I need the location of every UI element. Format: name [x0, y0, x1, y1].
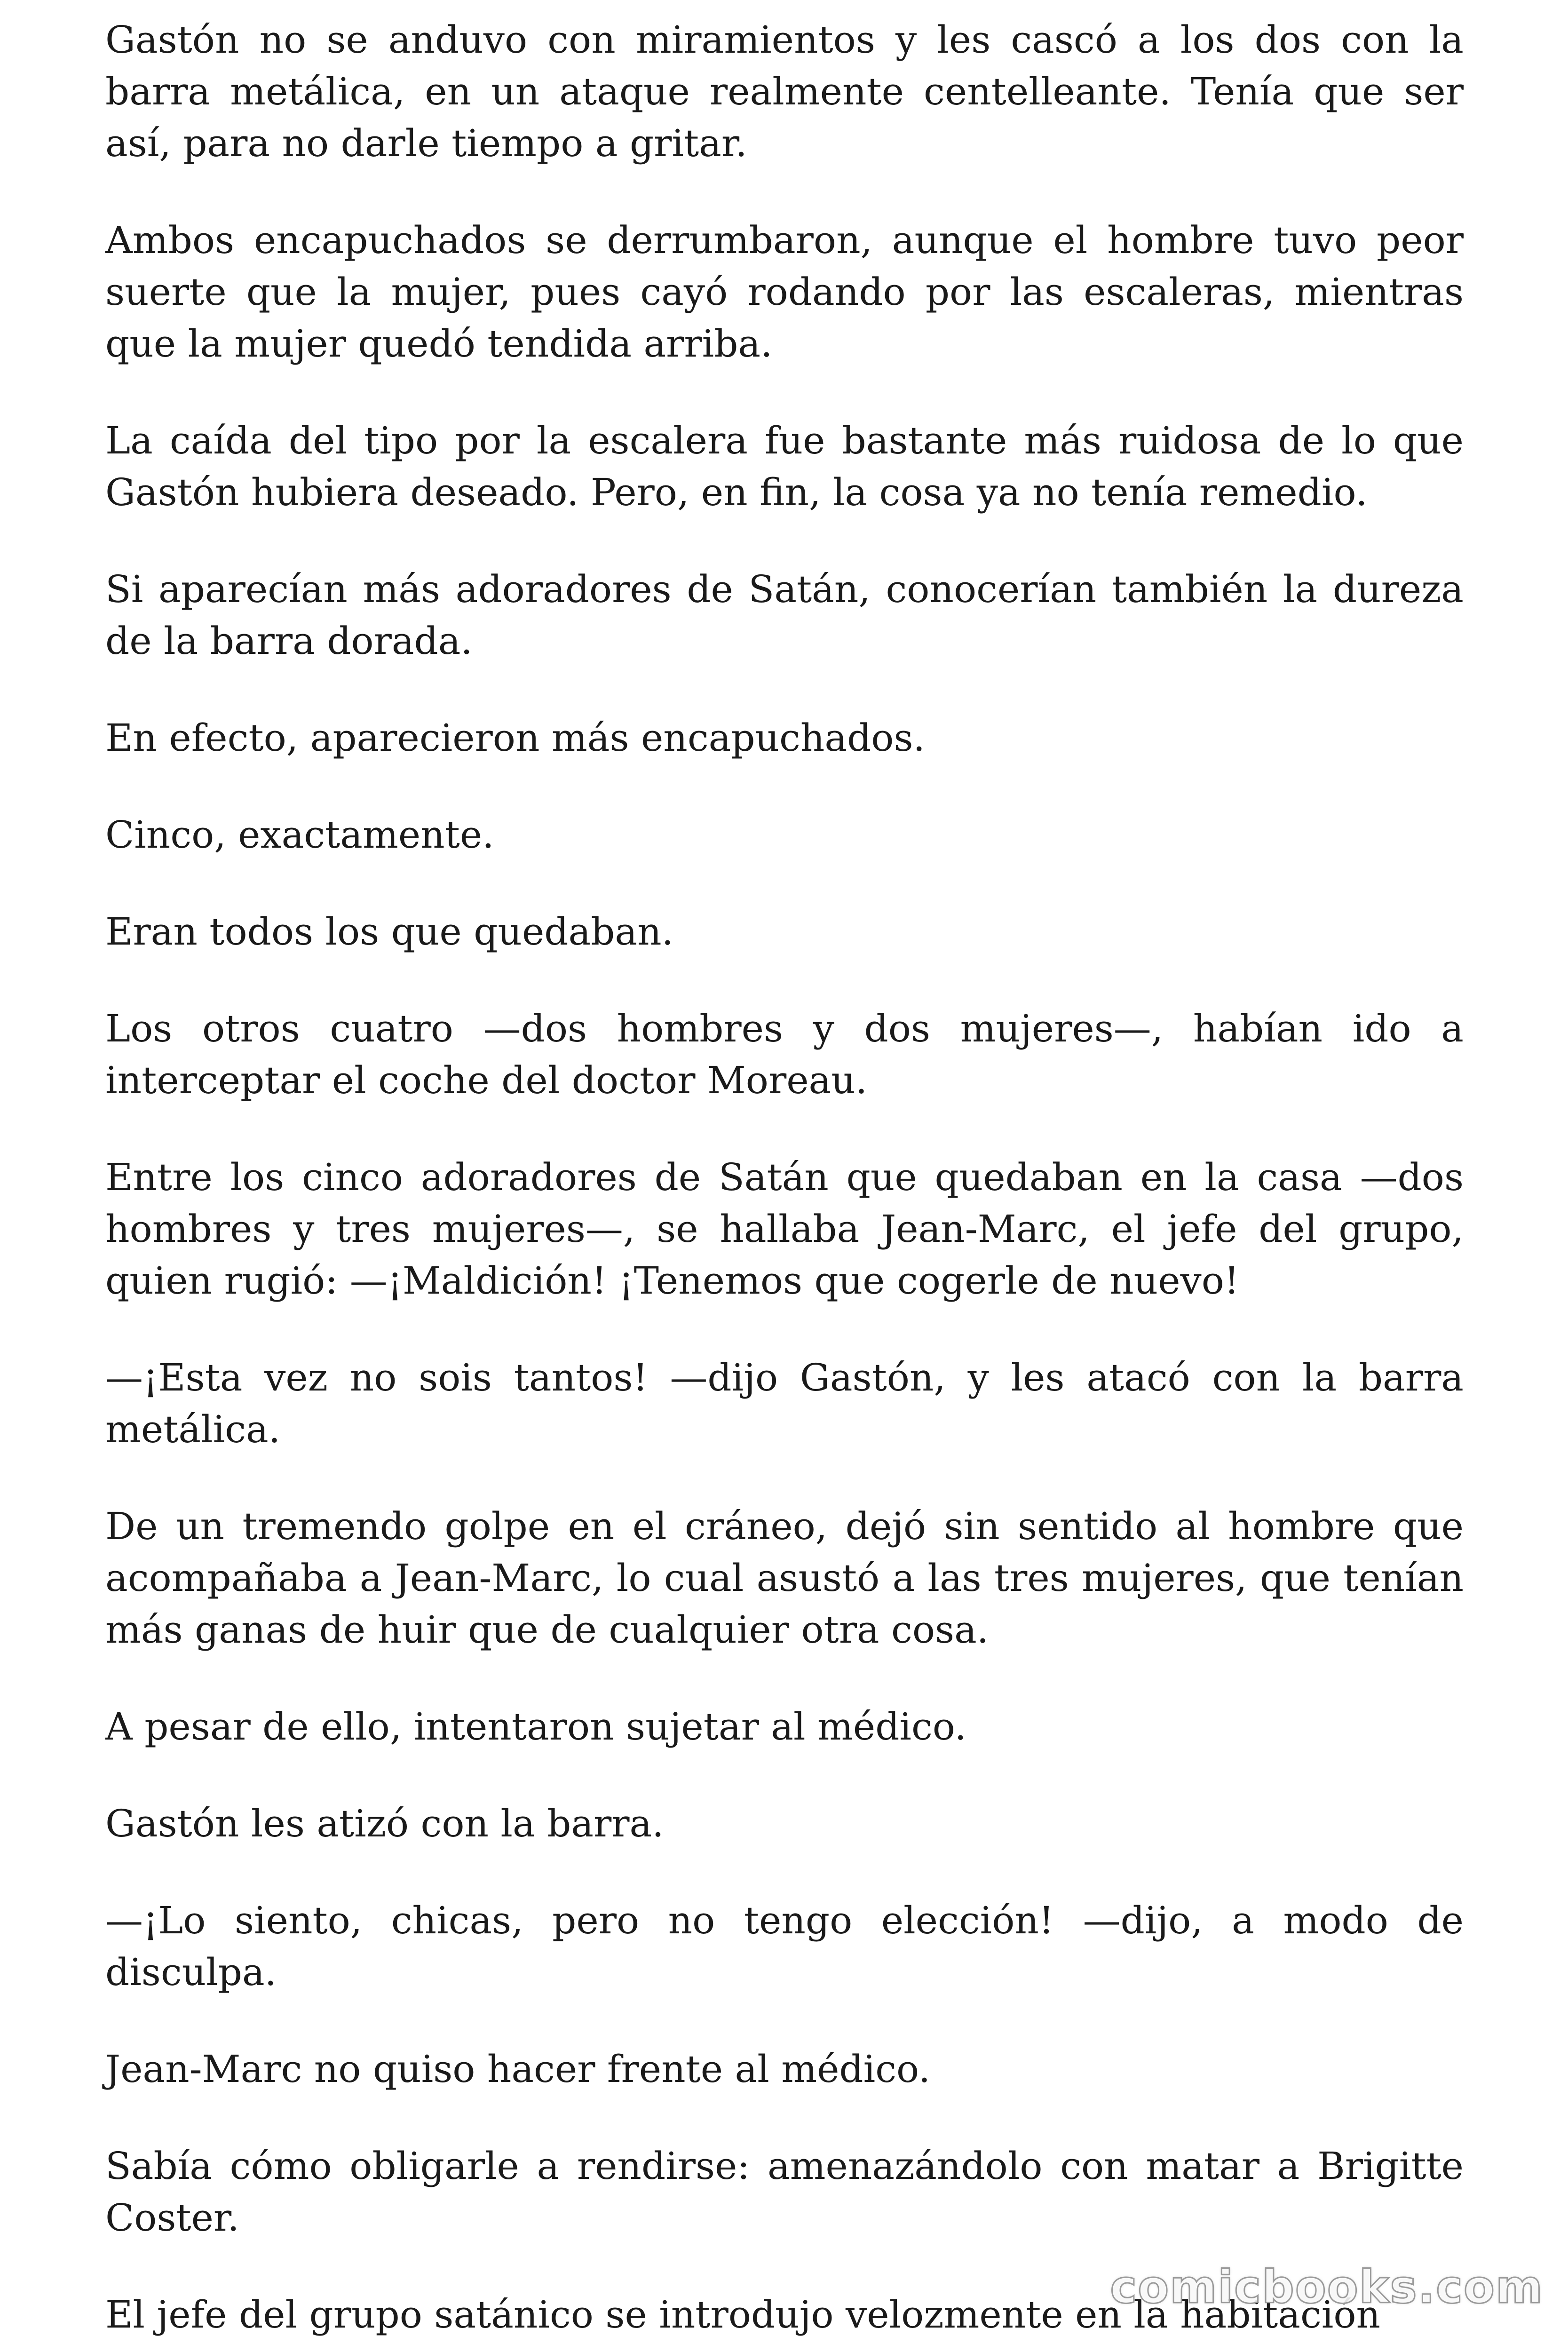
- paragraph: Eran todos los que quedaban.: [105, 910, 674, 954]
- paragraph: Los otros cuatro —dos hombres y dos mujeres—, habían ido a interceptar el coche del doctor Moreau.: [105, 1007, 1464, 1102]
- paragraph: Gastón no se anduvo con miramientos y les cascó a los dos con la barra metálica, en un ataque realmente centelleante. Tenía que ser así, para no darle tiempo a gritar.: [105, 18, 1464, 165]
- paragraph: Si aparecían más adoradores de Satán, conocerían también la dureza de la barra dorada.: [105, 567, 1464, 663]
- paragraph: Cinco, exactamente.: [105, 813, 494, 857]
- paragraph: Entre los cinco adoradores de Satán que quedaban en la casa —dos hombres y tres mujeres—, se hallaba Jean-Marc, el jefe del grupo, quien rugió: —¡Maldición! ¡Tenemos que cogerle de nuevo!: [105, 1155, 1464, 1303]
- paragraph: Gastón les atizó con la barra.: [105, 1802, 664, 1845]
- site-watermark: comicbooks.com: [1110, 2261, 1544, 2313]
- paragraph: —¡Lo siento, chicas, pero no tengo elección! —dijo, a modo de disculpa.: [105, 1899, 1464, 1994]
- paragraph: Sabía cómo obligarle a rendirse: amenazándolo con matar a Brigitte Coster.: [105, 2144, 1464, 2240]
- paragraph: —¡Esta vez no sois tantos! —dijo Gastón, y les atacó con la barra metálica.: [105, 1356, 1464, 1451]
- paragraph-last: El jefe del grupo satánico se introdujo velozmente en la habitación: [105, 2293, 1381, 2336]
- paragraph: Ambos encapuchados se derrumbaron, aunque el hombre tuvo peor suerte que la mujer, pues cayó rodando por las escaleras, mientras que la mujer quedó tendida arriba.: [105, 218, 1464, 366]
- text-column: [105, 14, 1464, 2352]
- paragraph: En efecto, aparecieron más encapuchados.: [105, 716, 925, 760]
- paragraph: La caída del tipo por la escalera fue bastante más ruidosa de lo que Gastón hubiera deseado. Pero, en fin, la cosa ya no tenía remedio.: [105, 419, 1464, 514]
- paragraph: Jean-Marc no quiso hacer frente al médico.: [105, 2047, 931, 2091]
- paragraph: De un tremendo golpe en el cráneo, dejó sin sentido al hombre que acompañaba a Jean-Marc, lo cual asustó a las tres mujeres, que tenían más ganas de huir que de cualquier otra cosa.: [105, 1504, 1464, 1652]
- paragraph: A pesar de ello, intentaron sujetar al médico.: [105, 1705, 966, 1748]
